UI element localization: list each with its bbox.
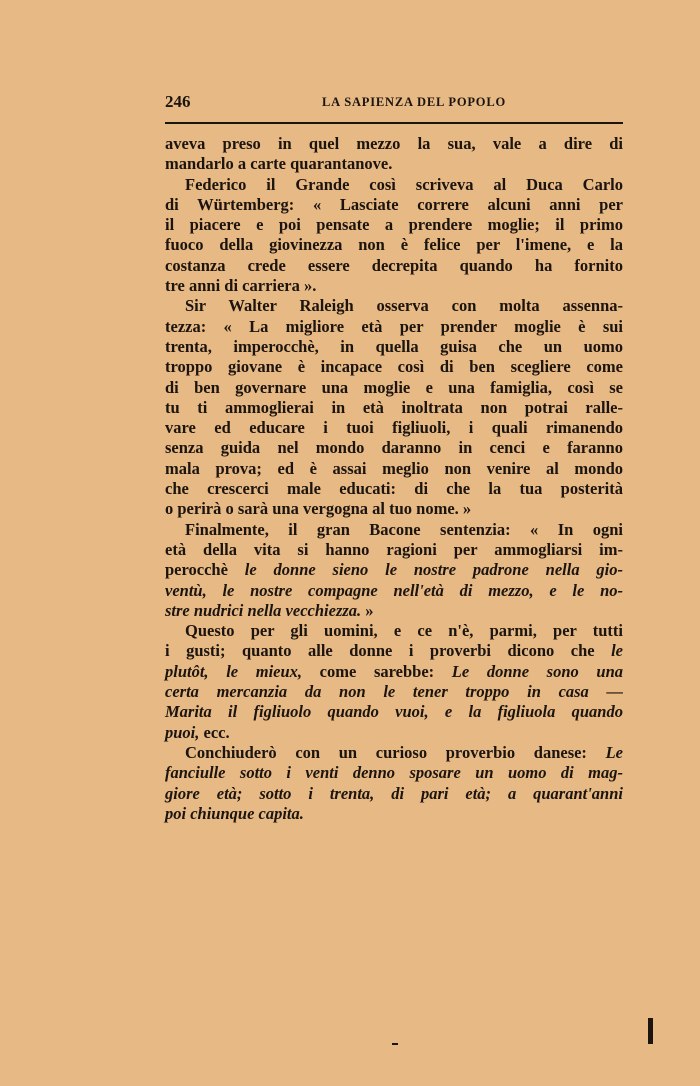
header-rule [165,122,623,124]
text-line [165,499,623,519]
text-line [165,296,623,316]
text-line [165,235,623,255]
italic-text: le [611,641,623,661]
italic-text: plutôt, le mieux, [165,661,303,681]
text-line [165,682,623,702]
text-line [165,438,623,458]
italic-text: stre nudrici nella vecchiezza. [165,600,362,620]
italic-text: fanciulle sotto i venti denno sposare un uomo di mag- [165,763,623,783]
text-line [165,175,623,195]
text-segment: ecc. [199,722,230,742]
text-segment: mandarlo a carte quarantanove. [165,154,393,174]
text-segment: tezza: « La migliore età per prender moglie è sui [165,316,623,336]
running-title: LA SAPIENZA DEL POPOLO [322,95,506,109]
italic-text: giore età; sotto i trenta, di pari età; a quarant'anni [165,783,623,803]
text-segment: Finalmente, il gran Bacone sentenzia: « In ogni [185,519,623,539]
italic-text: Marita il figliuolo quando vuoi, e la figliuola quando [165,702,623,722]
text-line [165,581,623,601]
text-segment: aveva preso in quel mezzo la sua, vale a dire di [165,134,623,153]
text-line [165,723,623,743]
text-line [165,378,623,398]
italic-text: le donne sieno le nostre padrone nella gio- [244,560,623,580]
text-line [165,560,623,580]
text-line [165,398,623,418]
text-line [165,134,623,154]
text-line [165,195,623,215]
text-line [165,520,623,540]
italic-text: ventù, le nostre compagne nell'età di mezzo, e le no- [165,580,623,600]
text-line [165,459,623,479]
text-line [165,418,623,438]
text-segment: come sarebbe: [302,661,452,681]
text-line [165,763,623,783]
text-segment: vare ed educare i tuoi figliuoli, i quali rimanendo [165,418,623,438]
text-line [165,641,623,661]
italic-text: Le [605,742,623,762]
text-line [165,743,623,763]
page-number: 246 [165,92,191,111]
text-segment: Sir Walter Raleigh osserva con molta assenna- [185,296,623,316]
text-line [165,276,623,296]
text-segment: perocchè [165,560,245,580]
text-segment: il piacere e poi pensate a prendere moglie; il primo [165,215,623,235]
text-segment: mala prova; ed è assai meglio non venire al mondo [165,458,623,478]
text-segment: » [361,600,374,620]
text-line [165,357,623,377]
text-line [165,621,623,641]
text-segment: tu ti ammoglierai in età inoltrata non potrai ralle- [165,397,623,417]
scan-mark [392,1043,398,1045]
text-line [165,479,623,499]
text-segment: o perirà o sarà una vergogna al tuo nome. » [165,499,472,519]
body-text [165,134,623,824]
italic-text: certa mercanzia da non le tener troppo in casa — [165,682,623,702]
text-segment: troppo giovane è incapace così di ben scegliere come [165,357,623,377]
text-line [165,317,623,337]
text-segment: costanza crede essere decrepita quando ha fornito [165,255,623,275]
text-line [165,702,623,722]
text-line [165,784,623,804]
scan-mark [648,1018,653,1044]
page-header [165,92,623,116]
text-segment: Questo per gli uomini, e ce n'è, parmi, per tutti [185,621,623,641]
text-segment: tre anni di carriera ». [165,276,317,296]
text-line [165,601,623,621]
text-segment: fuoco della giovinezza non è felice per l'imene, e la [165,235,623,255]
text-line [165,215,623,235]
text-segment: di ben governare una moglie e una famiglia, così se [165,377,623,397]
text-line [165,337,623,357]
text-segment: Conchiuderò con un curioso proverbio danese: [185,742,606,762]
text-segment: senza guida nel mondo daranno in cenci e faranno [165,438,623,458]
text-segment: di Würtemberg: « Lasciate correre alcuni anni per [165,194,623,214]
italic-text: Le donne sono una [451,661,623,681]
text-segment: Federico il Grande così scriveva al Duca Carlo [185,174,623,194]
italic-text: puoi, [165,722,200,742]
text-line [165,540,623,560]
text-segment: età della vita si hanno ragioni per ammogliarsi im- [165,539,623,559]
text-line [165,662,623,682]
text-segment: che crescerci male educati: di che la tua posterità [165,479,623,499]
text-segment: trenta, imperocchè, in quella guisa che un uomo [165,336,623,356]
text-line [165,804,623,824]
italic-text: poi chiunque capita. [165,803,304,823]
text-line [165,256,623,276]
text-line [165,154,623,174]
text-segment: i gusti; quanto alle donne i proverbi dicono che [165,641,612,661]
